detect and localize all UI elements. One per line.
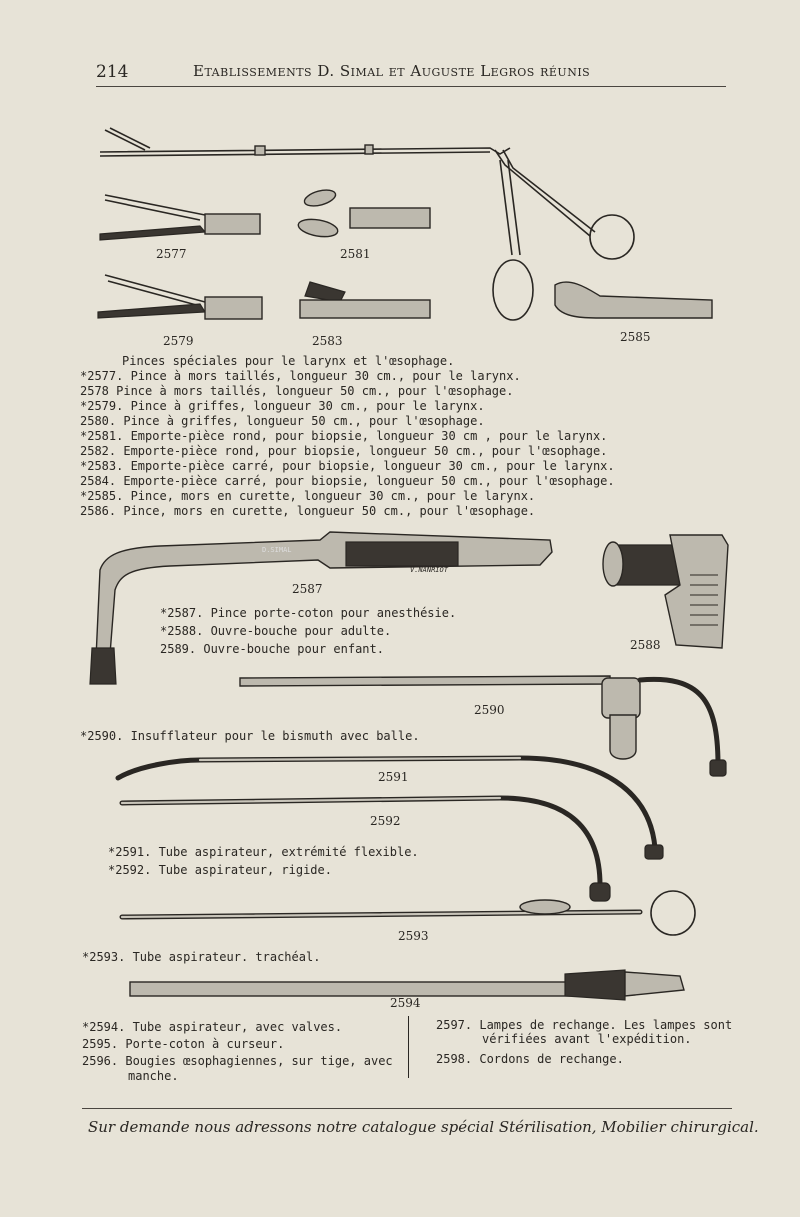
list-item-continued: vérifiées avant l'expédition. [482, 1032, 692, 1046]
list-item: 2596. Bougies œsophagiennes, sur tige, avec [82, 1054, 393, 1068]
item-2593: *2593. Tube aspirateur. trachéal. [82, 950, 321, 964]
list-item: 2578 Pince à mors taillés, longueur 50 cm., pour l'œsophage. [80, 384, 514, 398]
list-item: *2585. Pince, mors en curette, longueur 30 cm., pour le larynx. [80, 489, 536, 503]
fig-label-2587: 2587 [292, 582, 323, 596]
list-item: 2584. Emporte-pièce carré, pour biopsie, longueur 50 cm., pour l'œsophage. [80, 474, 615, 488]
instrument-2577-illustration [100, 195, 260, 240]
section1-list [80, 369, 615, 519]
list-item: 2586. Pince, mors en curette, longueur 50 cm., pour l'œsophage. [80, 504, 536, 518]
list-item: 2597. Lampes de rechange. Les lampes sont [436, 1018, 733, 1032]
list-item: 2598. Cordons de rechange. [436, 1052, 624, 1066]
maker-mark: V.NANRIOT [410, 566, 448, 574]
fig-label-2577: 2577 [156, 247, 187, 261]
instrument-2581-illustration [297, 187, 430, 239]
list-item: 2580. Pince à griffes, longueur 50 cm., pour l'œsophage. [80, 414, 485, 428]
instrument-2583-illustration [300, 282, 430, 318]
section1-intro: Pinces spéciales pour le larynx et l'œsophage. [122, 354, 455, 368]
list-item: *2579. Pince à griffes, longueur 30 cm., pour le larynx. [80, 399, 485, 413]
list-item: *2588. Ouvre-bouche pour adulte. [160, 624, 392, 638]
list-item: *2591. Tube aspirateur, extrémité flexible. [108, 845, 419, 859]
section6-left [82, 1020, 402, 1084]
list-item: 2582. Emporte-pièce rond, pour biopsie, longueur 50 cm., pour l'œsophage. [80, 444, 608, 458]
fig-label-2591: 2591 [378, 770, 409, 784]
instrument-2579-illustration [98, 275, 262, 319]
fig-label-2581: 2581 [340, 247, 371, 261]
list-item: *2594. Tube aspirateur, avec valves. [82, 1020, 343, 1034]
list-item: *2592. Tube aspirateur, rigide. [108, 863, 332, 877]
fig-label-2585: 2585 [620, 330, 651, 344]
section6-right [436, 1018, 732, 1067]
list-item: *2587. Pince porte-coton pour anesthésie. [160, 606, 457, 620]
list-item: *2583. Emporte-pièce carré, pour biopsie, longueur 30 cm., pour le larynx. [80, 459, 615, 473]
item-2590: *2590. Insufflateur pour le bismuth avec balle. [80, 729, 420, 743]
list-item-continued: manche. [128, 1069, 179, 1083]
list-item: 2589. Ouvre-bouche pour enfant. [160, 642, 384, 656]
footer-note: Sur demande nous adressons notre catalogue spécial Stérilisation, Mobilier chirurgical. [88, 1118, 759, 1136]
footer-rule [82, 1108, 732, 1109]
section4-list [108, 845, 419, 881]
running-title: Etablissements D. Simal et Auguste Legros réunis [193, 62, 591, 80]
instrument-2588-illustration [603, 535, 728, 648]
fig-label-2594: 2594 [390, 996, 421, 1010]
column-divider [408, 1016, 409, 1078]
fig-label-2590: 2590 [474, 703, 505, 717]
fig-label-2592: 2592 [370, 814, 401, 828]
section2-list [160, 606, 456, 660]
page-number: 214 [96, 62, 129, 82]
fig-label-2588: 2588 [630, 638, 661, 652]
instrument-2585-tip [555, 282, 712, 318]
fig-label-2593: 2593 [398, 929, 429, 943]
list-item: *2577. Pince à mors taillés, longueur 30 cm., pour le larynx. [80, 369, 521, 383]
brand-mark-2587: D.SIMAL [262, 546, 292, 554]
fig-label-2583: 2583 [312, 334, 343, 348]
fig-label-2579: 2579 [163, 334, 194, 348]
list-item: *2581. Emporte-pièce rond, pour biopsie, longueur 30 cm , pour le larynx. [80, 429, 608, 443]
list-item: 2595. Porte-coton à curseur. [82, 1037, 285, 1051]
